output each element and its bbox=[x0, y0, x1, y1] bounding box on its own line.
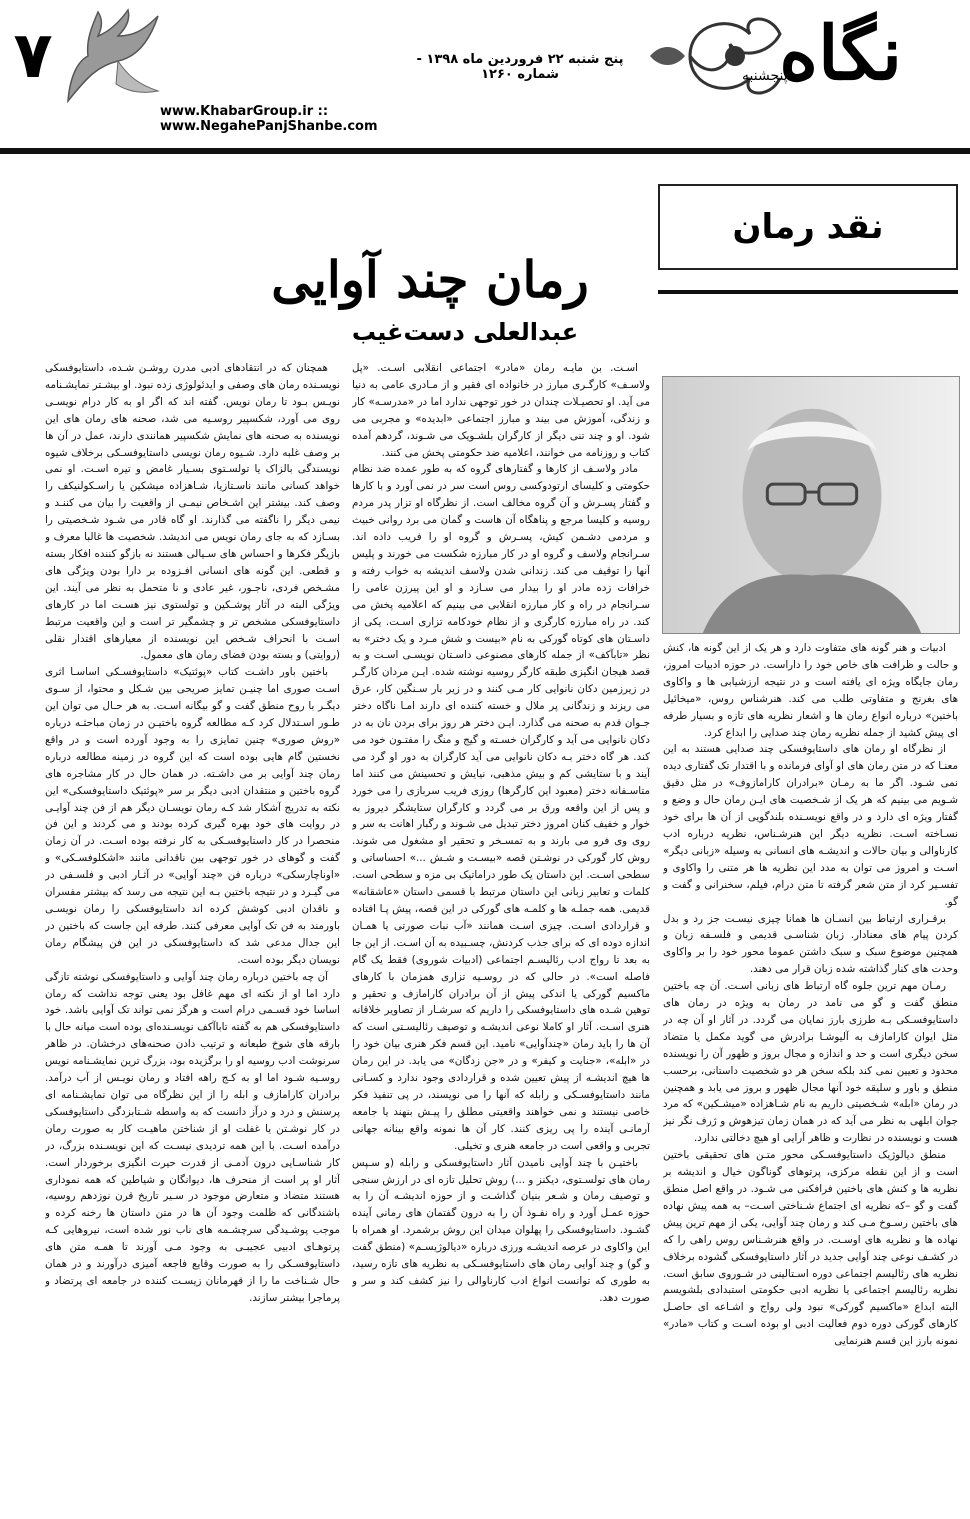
paragraph: منطق دیالوژیک داستایوفسـکی محور متـن های تحقیقی باختین است و از این نقطه مرکزی، پرتوهای گوناگون خیال و اندیشه بر نظریه ها و کنش های باختین فرافکنی می شـود. در واقع اصل منطق گفت و گو –که نظریه ای اجتماع شـناختی اسـت– به همه پیش نهاده های باختین رسـوخ مـی کند و رمان چند آوایی، یکی از مهم ترین پیش نهاده ها و نظریه های اوسـت. در واقع هنرشـناس روس راهی را که در کشـف نوعی چند آوایی جدید در آثار داستایوفسکی گشوده برخلاف نظریه های رئالیسم اجتماعی دوره اسـتالینی در شـوروی سابق است. نظریه رئالیسم اجتماعی یا نظریه ادبی حکومتی استبدادی بلشویسم البته ابداع «ماکسیم گورکی» نبود ولی رواج و اشـاعه ای حاصـل کارهای گورکی دوره دوم فعالیت ادبی او بوده اسـت و کتاب «مادر» نمونه بارز این قسم هنرنمایی bbox=[663, 1149, 958, 1348]
page-number-badge bbox=[8, 6, 158, 106]
article-column-left bbox=[45, 360, 340, 1500]
logo-wordmark: نگاه bbox=[779, 11, 902, 97]
issue-date: پنج شنبه ۲۲ فروردین ماه ۱۳۹۸ - شماره ۱۲۶۰ bbox=[416, 52, 624, 82]
section-label-box bbox=[658, 184, 958, 270]
article-column-right bbox=[663, 640, 958, 1500]
paragraph: برقـراری ارتباط بین انسـان ها همانا چیزی نیسـت جز رد و بدل کردن پیام های معنادار. زبان شناسـی قدیمی و فلسـفه زبان و همچنین موضوع سبک و سبک داشتن عموما محور خود را بر واکاوی وحدت های کنار گذاشته شده زبان قرار می دهند. bbox=[663, 912, 958, 976]
phoenix-emblem-icon bbox=[58, 6, 168, 106]
title-underline bbox=[658, 290, 958, 294]
paragraph: اسـت. بن مایـه رمان «مادر» اجتماعی انقلابی اسـت. «پل ولاسـف» کارگـری مبارز در خانواده ای فقیر و از مـادری عامی به دنیا می آید. او تحصیـلات چندان در خور توجهی ندارد اما در «مدرسـه» کار و زندگی، آموزش می بیند و مبارز اجتماعی «ابدیده» و مجربی می شود. او و چند تنی دیگر از کارگران بلشـویک می شـوند، گردهم آمده کتاب و روزنامه می خوانند، اعلامیه ضد حکومتی پخش می کنند. bbox=[352, 362, 650, 459]
author-byline: عبدالعلی دست‌غیب bbox=[351, 318, 579, 346]
article-headline: رمان چند آوایی bbox=[271, 250, 589, 309]
website-urls: www.KhabarGroup.ir :: www.NegahePanjShanbe.com bbox=[160, 104, 378, 134]
header-divider bbox=[0, 148, 970, 154]
paragraph: آن چه باختین درباره رمان چند آوایی و داستایوفسکی نوشته تازگی دارد اما او از نکته ای مهم غافل بود یعنی توجه نداشت که رمان اساسا خود قسـمی درام است و هرگز نمی تواند تک آوایی باشد. خود داستایوفسکی هم به گفته تاباآکف نویسـنده‌ای بوده است میانه حال با بارقه های شوخ طبعانه و ترتیب دادن صحنه‌های درخشان. در ظاهر سرنوشت ادب روسیه او را برگزیده بود، بزرگ ترین نمایشـنامه نویس روسـیه شـود اما او به کـج راهه افتاد و رمان نویـس از آب درآمد. برادران کارامازف و ابله را از این نظرگاه می توان نمایشـنامه ای پرسنش و درد و درآز دانست که به واسطه شـتابزدگی داستایوفسکی در کار نوشـتن یا غفلت او از شناختن ماهیـت کار به صورت رمان درآمده اسـت. با این همه تردیدی نیسـت که این نویسـنده بزرگ، در کار شناسـایی درون آدمـی از قدرت حیرت انگیزی برخوردار است. آثار او پر است از منحرف ها، دیوانگان و شیاطین که همه نمودار‌ی هستند متضاد و متعارض موجود در سـیر تاریخ قرن نوزدهم روسیه، باشندگانی که ظلمت وجود آن ها در متن داستان ها رخنه کرده و موجب پوشـیدگی سرچشـمه های ناب نور شده است، نیروهایی کـه پرتوهـای ادبیی عجیبـی به وجود مـی آورند تا همـه متن های داستایوفسـکی را به صورت وقایع فاجعه آمیزی درآورند و در همان حال شـناخت ما را از قهرمانان زیسـت کننده در جامعه ای پرتضاد و پرماجرا بیشتر سازند. bbox=[45, 970, 340, 1304]
paragraph: باختیـن با چند آوایی نامیدن آثار داستایوفسکی و رابله (و سـپس رمان های تولسـتوی، دیکنز و ...) روش تحلیل تازه ای در ارزش سنجی و توصیف رمان و شـعر بنیان گذاشـت و از حوزه اندیشـه آن را به حوزه عمـل آورد و راه نفـوذ آن را به درون گفتمان های رمانی آینده گشـود. داستایوفسکی را پهلوان میدان این روش برشمرد. او همراه با این واکاوی در عرصه اندیشـه ورزی درباره «دیالوژیسـم» (منطق گفت و گو) و چند آوایی رمان های داستایوفسـکی به نظریه های تازه رسید، به طوری که توانست انواع ادب کارناوالی را نیز کشف کند و سر و صورت دهد. bbox=[352, 1156, 650, 1304]
paragraph: از نظرگاه او رمان های داستایوفسکی چند صدایی هستند به این معنـا که در متن رمان های او آوای فرمانده و با اقتدار تک گفتاری دیده نمی شـود. اگر ما به رمـان «برادران کارامازوف» در مثل دقیق شـویم می بینیم که هر یک از شـخصیت های ایـن رمان حال و وضع و گفتار ویژه ای دارد و در واقع نویسـنده بلندگویی از آن ها برای خود نسـاخته اسـت. نظریه دیگر این هنرشـناس، نظریه درباره ادب کارناوالی و بیان حالات و اندیشـه های انسانی به وسیله «زبانی دیگر» اسـت و امروز می توان به مدد این نظریه ها هر متنی را واکاوی و تفسـیر کرد از متن شعر گرفته تا متن درام، فیلم، سخنرانی و گفت و گو. bbox=[663, 743, 958, 908]
paragraph: همچنان که در انتقادهای ادبی مدرن روشـن شـده، داستایوفسکی نویسـنده رمان های وصفی و ایدئولوژی زده نبود. او بیشـتر نمایشـنامه نویـس بـود تا رمان نویس. گفته اند که اگر او به کار درام نویسـی روی می آورد، شکسپیر روسـیه می شد، صحنه های رمان های این نویسنده به صحنه های نمایش شکسپیر همانندی دارند، عمل در آن ها بر وصف غلبه دارد. شـیوه رمان نویسی داستایوفسـکی برخلاف شیوه نویسندگی بالزاک یا تولسـتوی بسـیار غامض و تیره اسـت. او نمی خواهد کسانی مانند ناسـتازیا، شـاهزاده میشکین یا راسـکولنیکف را وصف کند. بیشتر این اشـخاص نیمـی از واقعیت را بیان می کننـد و نیمی دیگر را ناگفته می گذارند. او گاه قادر می شـود شـخصیتی را بسـازد که به جای رمان نویس می اندیشد. شخصیت ها غالبا معرف و بازیگر فکرها و احساس های سـیالی هستند نه بازگو کننده افکار بسته و قطعی. این گونه های انسانی افـزوده بر دارا بودن ویژگی های مشـخص فردی، ناجـور، غیر عادی و نا متحمل به نظر می آیند. این ویژگی البته در آثار پوشـکین و تولستوی نیز هسـت اما در کارهای داستایوفسکی مشخص تر و چشمگیر تر است و این واقعیت مرتبط اسـت با انحراف شـخص این نویسنده از معیارهای اقتدار نقلی (روایتی) و بسته بودن فضای رمان های معمول. bbox=[45, 362, 340, 662]
author-portrait-photo bbox=[662, 376, 960, 634]
section-label: نقد رمان bbox=[732, 207, 884, 247]
newspaper-logo bbox=[630, 4, 960, 108]
paragraph: رمـان مهم ترین جلوه گاه ارتباط های زبانی اسـت. آن چه باختین منطق گفت و گو می نامد در رمان به ویژه در رمان های داستایوفسـکی بـه طرزی بارز نمایان می گردد. در آثار او آن چه در مثل ایوان کارامازف به آلیوشـا برادرش می گوید مکمل یا متضاد سخن دیگری است و حد و اندازه و مجال بروز و ظهور آن را نویسنده محدود و تعیین نمی کند بلکه سخن هر دو شخصیت داستانی، برحسب منطق و باور و سلیقه خود آنها مجال ظهور و بروز می یابد و همچنین در رمان «ابله» شـخصیتی داریم به نام شـاهزاده «میشـکین» که مرد جوان ابلهی به نظر می آید که در همان زمان تیزهوش و ژرف نگر نیز هست و نویسنده در نظارت و ظاهر آرایی او هیچ دخالتی ندارد. bbox=[663, 980, 958, 1145]
paragraph: باختین باور داشـت کتاب «پوئتیک» داستایوفسـکی اساسـا اثری اسـت صوری اما چنیـن تمایز صریحی بین شـکل و محتوا، از سـوی دیگـر با روح منطق گفت و گو بیگانه اسـت. به هر حـال می توان این طـور اسـتدلال کرد کـه مطالعه گروه باختیـن در زمان مباحثـه درباره «روش صوری» چنین تمایزی را به وجود آورده است و در واقع نخستین گام هایی بوده است که این گروه در زمینه مطالعه درباره رمان چند آوایی بر می داشـته. در همان حال در کار مشاجره های گروه باختین و منتقدان ادبی دیگر بر سر «پوئتیک داستایوفسکی» این نکته به تدریج آشکار شد کـه رمان نویسـان دیگر هم از فن چند آوایـی در روایت های خود بهره گیری کرده بودند و می کردند و این فن منحصرا در کار داستایوفسـکی به کار نرفته بوده اسـت. در آن زمان گفت و گوهای در خور توجهی بین ناقدانی مانند «اشکلوفسـکی» و «اوناچارسکی» درباره فن «چند آوایی» در آثـار ادبی و فلسـفی در می گیـرد و در نتیجه باختین بـه این نتیجه می رسد که بیشتر مفسران و ناقدان ادبی کوشش کرده اند داستایوفسکی را رمان نویسـی باورمند به فن تک آوایی معرفی کنند. طرفه این جاست که باختین در این جدال مدعی شد که داستایوفسکی در این فن پیشگام رمان نویسان دیگر بوده است. bbox=[45, 666, 340, 966]
logo-subtitle: پنجشنبه bbox=[742, 68, 788, 84]
paragraph: مادر ولاسـف از کارها و گفتارهای گروه که به طور عمده ضد نظام حکومتی و کلیسای ارتودوکسی روس است سر در نمی آورد و با کارها و گفتار پسـرش و آن گروه مخالف است. از نظرگاه او تزار پدر مردم روسیه و کلیسا مرجع و پناهگاه آن هاست و گمان می برد روانی خبیث و مردمی دشـمن کیش، پسـرش و گروه او را فریب داده اند. سـرانجام ولاسف و گروه او در کار مبارزه شکست می خورند و پلیس آنها را توقیف می کند. زندانی شدن ولاسف اندیشه به خواب رفته و خرافات زده مادر او را بیدار می سـازد و او این پیرزن عامی را سـرانجام در راه و کار مبارزه انقلابی می بینیم که اعلامیه پخش می کند. در راه مبارزه کارگری و از نظام خودکامه تزاری اسـت. یکی از داسـتان های کوتاه گورکی به نام «بیست و شش مـرد و یک دختر» به نظر «تابآکف» از جمله کارهای مصنوعی داسـتان نویسـی اسـت و به قصد هیجان انگیزی طبقه کارگر روسیه نوشته شده. ایـن مردان کارگـر در زیرزمین دکان نانوایی کار مـی کنند و در زیر بار سـنگین کار، عرق می ریزند و زندگانی پر ملال و خسته کننده ای دارند امـا ناگاه دختر جـوان قدم به صحنه می گذارد. ایـن دختر هر روز برای بردن نان به در دکان نانوایی می آید و کارگران خسـته و گیج و منگ را مفتـون خود می کند. هر گاه دختر بـه دکان نانوایی می آید کارگران به دور او گرد می آیند و با ستایشی کم و بیش مذهبی، نیایش و تحسینش می کنند اما متاسـفانه دختر (معبود این کارگرها) روزی فریب سربازی را می خورد و پس از این واقعه ورق بر می گردد و کارگران ستایشگر دیروز به خوار و خفیف کنان امروز دختر تبدیل می شـوند و رگبار اهانت به سر و روی وی فرو می بارند و به تمسـخر و تحقیر او مشغول می شوند. روش کار گورکی در نوشـتن قصه «بیسـت و شـش ...» احساساتی و سطحی اسـت. این داستان یک طور دراماتیک بی مزه و سطحی است. کلمات و تعابیر زبانی این داستان مرتبط با قسمی داستان «عاشقانه» قدیمی. همه جملـه ها و کلمـه های گورکی در این قصه، پیش پـا افتاده و قراردادی اسـت. چیزی اسـت همانند «آب نبات صورتی یا همـان اندازه دوده ای که برای جذب کردنش، چسـبیده به آن اسـت. از این جا به بعد تا رواج ادب رئالیسـم اجتماعی (ادبیات شوروی) فقط یک گام فاصله است». در حالی که در روسـیه تزاری همزمان با کارهای ماکسیم گورکی یا اندکی پیش از آن برادران کارامازف و تحقیر و توهین شـده های داستایوفسکی را داریم که سرشـار از تصاویر خلاقانه هنری اسـت. آثار او کاملا نوعی اندیشـه و توصیف رئالیسـتی است که آن ها را باید رمان «چندآوایی» نامید. این قسم فکر هنری بیان خود را در «ابله»، «جنایت و کیفر» و در «جن زدگان» می یابد. در این رمان ها هیچ اندیشـه از پیش تعیین شده و قراردادی وجود ندارد و کسـانی مانند داستایوفسـکی و رابله که آنها را می نویسند، در پی تنفیذ فکر خاصی نیستند و نمی خواهند واقعیتی مطلق را پیـش بنهند یا جامعه آرمانـی آینده را پی ریزی کنند. کار آن ها نمونه واقع بینانه جهانی تجربی و واقعی است در جامعه هنری و تخیلی. bbox=[352, 463, 650, 1152]
paragraph: ادبیات و هنر گونه های متفاوت دارد و هر یک از این گونه ها، کنش و حالت و ظرافت های خاص خود را داراست. در حوزه ادبیات امروز، رمان جایگاه ویژه ای یافته است و در نتیجه ارزشیابی ها و واکاوی های بغرنج و متفاوتی طلب می کند. هنرشناس روس، «میخائیل باختین» درباره انواع رمان ها و اشعار نظریه های تازه و بسیار طرفه ای پیش کشید از جمله نظریه رمان چند صدایی را ابداع کرد. bbox=[663, 642, 958, 739]
page-number: ۷ bbox=[13, 19, 53, 93]
article-column-middle bbox=[352, 360, 650, 1500]
